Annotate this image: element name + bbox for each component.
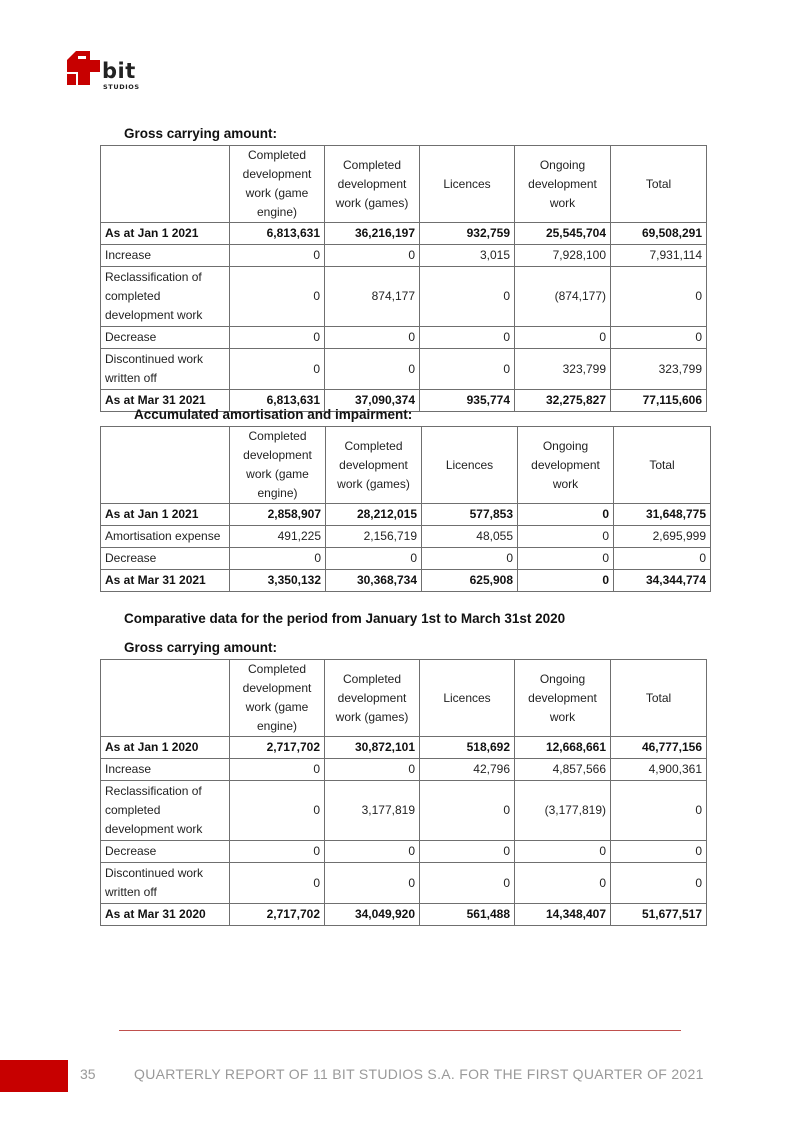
gross-carrying-2020-table bbox=[100, 659, 707, 926]
value-cell: 2,156,719 bbox=[326, 526, 422, 548]
column-header: Completed development work (game engine) bbox=[230, 146, 325, 223]
table-row bbox=[101, 245, 707, 267]
value-cell: 935,774 bbox=[420, 390, 515, 412]
value-cell: 0 bbox=[230, 349, 325, 390]
value-cell: 14,348,407 bbox=[515, 904, 611, 926]
value-cell: 30,368,734 bbox=[326, 570, 422, 592]
table-row bbox=[101, 570, 711, 592]
column-header: Completed development work (game engine) bbox=[230, 660, 325, 737]
row-label: As at Jan 1 2021 bbox=[101, 504, 230, 526]
column-header bbox=[101, 427, 230, 504]
column-header: Total bbox=[611, 660, 707, 737]
value-cell: 0 bbox=[420, 841, 515, 863]
gross-carrying-2021-table bbox=[100, 145, 707, 412]
value-cell: 0 bbox=[325, 863, 420, 904]
table-row bbox=[101, 327, 707, 349]
value-cell: 25,545,704 bbox=[515, 223, 611, 245]
value-cell: 0 bbox=[518, 570, 614, 592]
value-cell: 0 bbox=[614, 548, 711, 570]
value-cell: 0 bbox=[515, 863, 611, 904]
column-header: Licences bbox=[422, 427, 518, 504]
value-cell: 0 bbox=[422, 548, 518, 570]
value-cell: 51,677,517 bbox=[611, 904, 707, 926]
column-header: Completed development work (games) bbox=[325, 146, 420, 223]
value-cell: 0 bbox=[230, 548, 326, 570]
row-label: As at Jan 1 2020 bbox=[101, 737, 230, 759]
value-cell: 3,350,132 bbox=[230, 570, 326, 592]
footer-report-title: QUARTERLY REPORT OF 11 BIT STUDIOS S.A. FOR THE FIRST QUARTER OF 2021 bbox=[134, 1066, 704, 1082]
table-row bbox=[101, 349, 707, 390]
column-header: Ongoing development work bbox=[518, 427, 614, 504]
table-header-row bbox=[101, 427, 711, 504]
table-row bbox=[101, 504, 711, 526]
table-header-row bbox=[101, 660, 707, 737]
value-cell: 48,055 bbox=[422, 526, 518, 548]
logo-subtitle: STUDIOS bbox=[103, 83, 140, 91]
value-cell: 0 bbox=[325, 245, 420, 267]
value-cell: 28,212,015 bbox=[326, 504, 422, 526]
table-row bbox=[101, 267, 707, 327]
value-cell: 0 bbox=[325, 841, 420, 863]
value-cell: 0 bbox=[420, 267, 515, 327]
value-cell: 323,799 bbox=[515, 349, 611, 390]
logo-wordmark: bit bbox=[102, 59, 136, 83]
value-cell: 3,015 bbox=[420, 245, 515, 267]
value-cell: 0 bbox=[325, 327, 420, 349]
value-cell: (874,177) bbox=[515, 267, 611, 327]
row-label: Discontinued work written off bbox=[101, 863, 230, 904]
value-cell: 0 bbox=[611, 841, 707, 863]
value-cell: (3,177,819) bbox=[515, 781, 611, 841]
value-cell: 0 bbox=[325, 759, 420, 781]
value-cell: 3,177,819 bbox=[325, 781, 420, 841]
value-cell: 6,813,631 bbox=[230, 390, 325, 412]
value-cell: 42,796 bbox=[420, 759, 515, 781]
section3-heading: Gross carrying amount: bbox=[124, 640, 278, 655]
value-cell: 0 bbox=[420, 349, 515, 390]
row-label: As at Jan 1 2021 bbox=[101, 223, 230, 245]
value-cell: 77,115,606 bbox=[611, 390, 707, 412]
accumulated-amortisation-table bbox=[100, 426, 711, 592]
table-header-row bbox=[101, 146, 707, 223]
table-row bbox=[101, 781, 707, 841]
value-cell: 32,275,827 bbox=[515, 390, 611, 412]
column-header: Total bbox=[614, 427, 711, 504]
value-cell: 46,777,156 bbox=[611, 737, 707, 759]
value-cell: 0 bbox=[420, 863, 515, 904]
column-header: Licences bbox=[420, 660, 515, 737]
value-cell: 0 bbox=[230, 863, 325, 904]
row-label: Discontinued work written off bbox=[101, 349, 230, 390]
column-header: Ongoing development work bbox=[515, 146, 611, 223]
row-label: As at Mar 31 2020 bbox=[101, 904, 230, 926]
row-label: Reclassification of completed development work bbox=[101, 781, 230, 841]
value-cell: 30,872,101 bbox=[325, 737, 420, 759]
value-cell: 7,928,100 bbox=[515, 245, 611, 267]
table-row bbox=[101, 548, 711, 570]
logo-mark-icon bbox=[66, 50, 102, 86]
value-cell: 7,931,114 bbox=[611, 245, 707, 267]
column-header: Ongoing development work bbox=[515, 660, 611, 737]
column-header: Licences bbox=[420, 146, 515, 223]
value-cell: 577,853 bbox=[422, 504, 518, 526]
page-number: 35 bbox=[80, 1066, 96, 1082]
table-row bbox=[101, 841, 707, 863]
value-cell: 0 bbox=[611, 781, 707, 841]
row-label: Increase bbox=[101, 759, 230, 781]
value-cell: 12,668,661 bbox=[515, 737, 611, 759]
value-cell: 0 bbox=[230, 759, 325, 781]
value-cell: 874,177 bbox=[325, 267, 420, 327]
table-row bbox=[101, 526, 711, 548]
value-cell: 932,759 bbox=[420, 223, 515, 245]
column-header bbox=[101, 660, 230, 737]
table-row bbox=[101, 759, 707, 781]
row-label: As at Mar 31 2021 bbox=[101, 570, 230, 592]
value-cell: 4,857,566 bbox=[515, 759, 611, 781]
value-cell: 0 bbox=[515, 841, 611, 863]
row-label: Decrease bbox=[101, 548, 230, 570]
value-cell: 0 bbox=[518, 526, 614, 548]
value-cell: 2,858,907 bbox=[230, 504, 326, 526]
section2-heading: Accumulated amortisation and impairment: bbox=[134, 407, 413, 422]
column-header: Total bbox=[611, 146, 707, 223]
column-header: Completed development work (games) bbox=[325, 660, 420, 737]
value-cell: 0 bbox=[611, 327, 707, 349]
value-cell: 0 bbox=[611, 267, 707, 327]
value-cell: 36,216,197 bbox=[325, 223, 420, 245]
value-cell: 2,717,702 bbox=[230, 737, 325, 759]
value-cell: 0 bbox=[420, 327, 515, 349]
value-cell: 518,692 bbox=[420, 737, 515, 759]
value-cell: 625,908 bbox=[422, 570, 518, 592]
table-row bbox=[101, 904, 707, 926]
table-row bbox=[101, 737, 707, 759]
value-cell: 0 bbox=[325, 349, 420, 390]
column-header: Completed development work (game engine) bbox=[230, 427, 326, 504]
value-cell: 491,225 bbox=[230, 526, 326, 548]
value-cell: 6,813,631 bbox=[230, 223, 325, 245]
value-cell: 0 bbox=[515, 327, 611, 349]
row-label: Decrease bbox=[101, 327, 230, 349]
row-label: Increase bbox=[101, 245, 230, 267]
table-row bbox=[101, 863, 707, 904]
value-cell: 37,090,374 bbox=[325, 390, 420, 412]
value-cell: 0 bbox=[230, 781, 325, 841]
value-cell: 0 bbox=[230, 841, 325, 863]
value-cell: 4,900,361 bbox=[611, 759, 707, 781]
row-label: Decrease bbox=[101, 841, 230, 863]
row-label: Amortisation expense bbox=[101, 526, 230, 548]
row-label: As at Mar 31 2021 bbox=[101, 390, 230, 412]
value-cell: 0 bbox=[326, 548, 422, 570]
column-header bbox=[101, 146, 230, 223]
company-logo bbox=[66, 50, 150, 94]
value-cell: 561,488 bbox=[420, 904, 515, 926]
value-cell: 323,799 bbox=[611, 349, 707, 390]
row-label: Reclassification of completed development work bbox=[101, 267, 230, 327]
value-cell: 0 bbox=[518, 548, 614, 570]
column-header: Completed development work (games) bbox=[326, 427, 422, 504]
value-cell: 34,344,774 bbox=[614, 570, 711, 592]
value-cell: 2,717,702 bbox=[230, 904, 325, 926]
table-row bbox=[101, 223, 707, 245]
footer-divider bbox=[119, 1030, 681, 1031]
value-cell: 0 bbox=[518, 504, 614, 526]
comparative-heading: Comparative data for the period from January 1st to March 31st 2020 bbox=[124, 611, 566, 626]
value-cell: 34,049,920 bbox=[325, 904, 420, 926]
value-cell: 0 bbox=[230, 245, 325, 267]
value-cell: 0 bbox=[230, 327, 325, 349]
value-cell: 0 bbox=[230, 267, 325, 327]
value-cell: 2,695,999 bbox=[614, 526, 711, 548]
value-cell: 0 bbox=[420, 781, 515, 841]
value-cell: 69,508,291 bbox=[611, 223, 707, 245]
value-cell: 31,648,775 bbox=[614, 504, 711, 526]
section1-heading: Gross carrying amount: bbox=[124, 126, 278, 141]
value-cell: 0 bbox=[611, 863, 707, 904]
footer-accent-block bbox=[0, 1060, 68, 1092]
